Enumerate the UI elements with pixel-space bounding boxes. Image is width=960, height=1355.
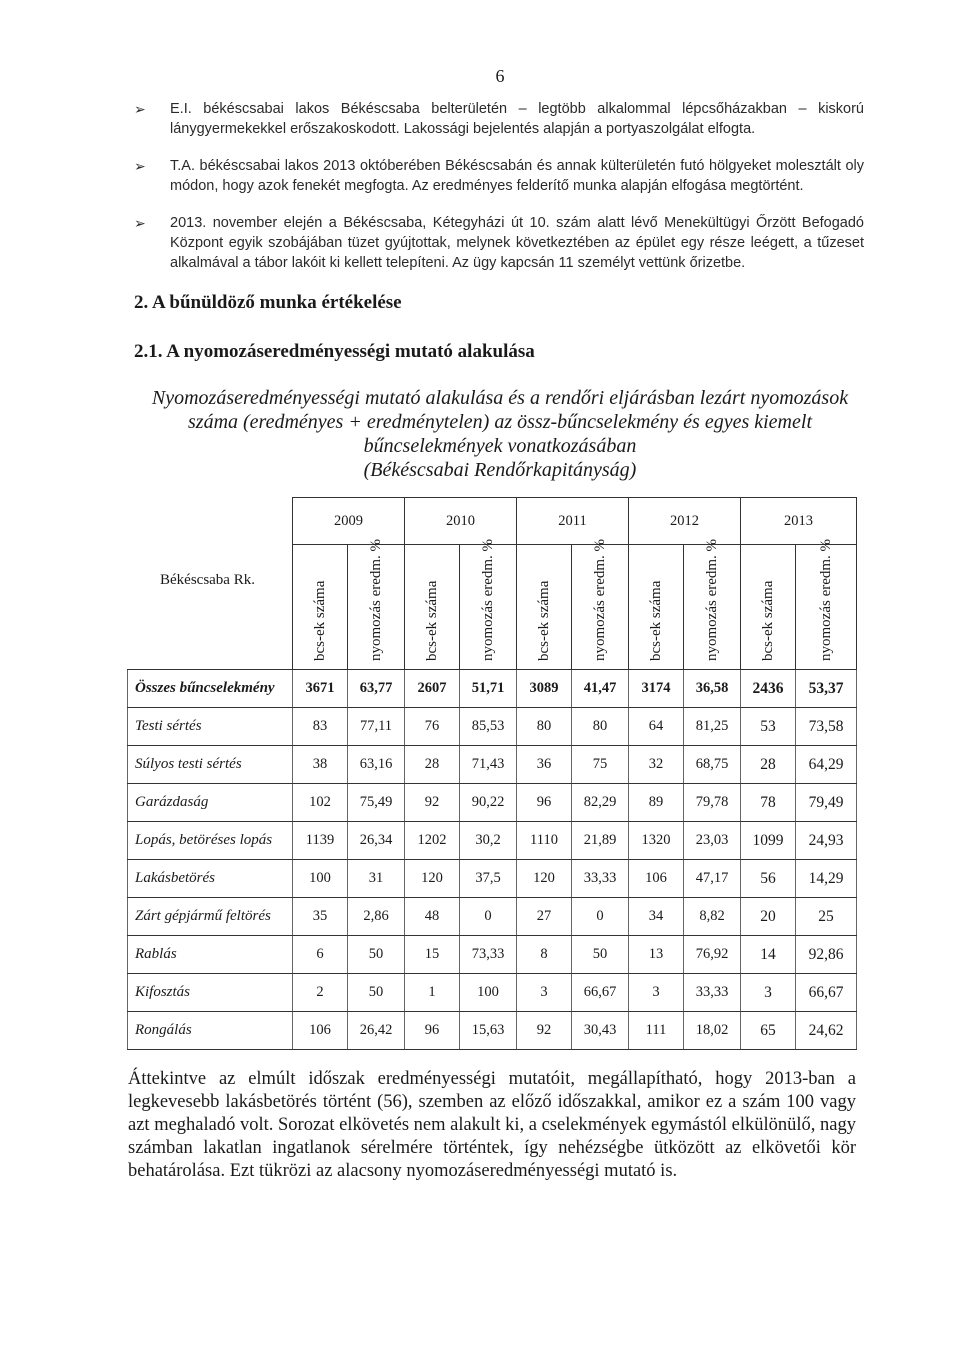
table-cell: 2,86 [348, 898, 405, 936]
table-cell: 24,62 [796, 1012, 857, 1050]
table-cell: 100 [460, 974, 517, 1012]
caption-line: (Békéscsabai Rendőrkapitányság) [363, 459, 637, 481]
table-cell: 82,29 [572, 784, 629, 822]
table-row [128, 860, 857, 898]
table-cell: 24,93 [796, 822, 857, 860]
row-label: Rablás [128, 936, 293, 974]
table-row [128, 670, 857, 708]
year-header: 2010 [405, 498, 517, 545]
year-header: 2011 [517, 498, 629, 545]
table-cell: 106 [293, 1012, 348, 1050]
bullet-item [134, 99, 864, 139]
row-label: Lakásbetörés [128, 860, 293, 898]
table-cell: 106 [629, 860, 684, 898]
subsection-heading: 2.1. A nyomozáseredményességi mutató alakulása [134, 341, 535, 362]
table-cell: 100 [293, 860, 348, 898]
bullet-text: T.A. békéscsabai lakos 2013 októberében Békéscsabán és annak külterületén futó hölgyeket molesztált oly módon, hogy azok fenekét megfogta. Az eredményes felderítő munka alapján elfogása megtörtént. [170, 158, 864, 194]
table-cell: 21,89 [572, 822, 629, 860]
table-cell: 53 [741, 708, 796, 746]
table-cell: 76,92 [684, 936, 741, 974]
table-cell: 66,67 [796, 974, 857, 1012]
table-cell: 63,16 [348, 746, 405, 784]
table-cell: 8 [517, 936, 572, 974]
table-cell: 90,22 [460, 784, 517, 822]
page-number: 6 [495, 66, 505, 86]
table-cell: 36,58 [684, 670, 741, 708]
table-cell: 14 [741, 936, 796, 974]
table-cell: 0 [572, 898, 629, 936]
table-cell: 50 [348, 936, 405, 974]
table-cell: 66,67 [572, 974, 629, 1012]
table-cell: 1099 [741, 822, 796, 860]
table-cell: 92 [405, 784, 460, 822]
table-cell: 14,29 [796, 860, 857, 898]
table-cell: 80 [572, 708, 629, 746]
table-cell: 50 [572, 936, 629, 974]
table-cell: 31 [348, 860, 405, 898]
table-cell: 3 [517, 974, 572, 1012]
table-cell: 1 [405, 974, 460, 1012]
sub-header: bcs-ek száma [405, 545, 460, 670]
table-cell: 27 [517, 898, 572, 936]
table-cell: 18,02 [684, 1012, 741, 1050]
sub-header: nyomozás eredm. % [572, 545, 629, 670]
table-cell: 75,49 [348, 784, 405, 822]
table-cell: 3671 [293, 670, 348, 708]
table-cell: 34 [629, 898, 684, 936]
table-caption [150, 386, 850, 482]
table-cell: 50 [348, 974, 405, 1012]
table-cell: 80 [517, 708, 572, 746]
bullet-item [134, 156, 864, 196]
table-cell: 92,86 [796, 936, 857, 974]
table-cell: 3089 [517, 670, 572, 708]
row-label: Garázdaság [128, 784, 293, 822]
table-row [128, 898, 857, 936]
table-cell: 2607 [405, 670, 460, 708]
year-header: 2009 [293, 498, 405, 545]
table-cell: 65 [741, 1012, 796, 1050]
table-cell: 28 [405, 746, 460, 784]
table-cell: 33,33 [684, 974, 741, 1012]
table-cell: 79,49 [796, 784, 857, 822]
corner-cell [128, 498, 293, 545]
section-heading: 2. A bűnüldöző munka értékelése [134, 292, 402, 313]
table-cell: 111 [629, 1012, 684, 1050]
sub-header-row [128, 545, 857, 670]
row-label: Súlyos testi sértés [128, 746, 293, 784]
summary-paragraph: Áttekintve az elmúlt időszak eredményességi mutatóit, megállapítható, hogy 2013-ban a legkevesebb lakásbetörés történt (56), szemben az előző időszakkal, amikor ez a szám 100 vagy azt meghaladó volt. Sorozat elkövetés nem alakult ki, a cselekmények egymástól elkülönülő, nagy számban lakatlan ingatlanok sérelmére történtek, így nehézségbe ütközött az elkövetői kör behatárolása. Ezt tükrözi az alacsony nyomozáseredményességi mutató is. [128, 1069, 856, 1181]
table-cell: 6 [293, 936, 348, 974]
sub-header: nyomozás eredm. % [348, 545, 405, 670]
table-cell: 78 [741, 784, 796, 822]
table-cell: 120 [517, 860, 572, 898]
table-cell: 2 [293, 974, 348, 1012]
table-cell: 89 [629, 784, 684, 822]
sub-header: bcs-ek száma [741, 545, 796, 670]
table-cell: 38 [293, 746, 348, 784]
caption-line: bűncselekmények vonatkozásában [363, 435, 637, 457]
year-header: 2012 [629, 498, 741, 545]
arrow-bullet-icon: ➢ [134, 215, 146, 231]
row-label: Testi sértés [128, 708, 293, 746]
bullet-text: 2013. november elején a Békéscsaba, Kétegyházi út 10. szám alatt lévő Menekültügyi Őrzött Befogadó Központ egyik szobájában tüzet gyújtottak, melynek következtében az épület egy része leégett, a tűzeset alkalmával a tábor lakóit ki kellett telepíteni. Az ügy kapcsán 11 személyt vettünk őrizetbe. [170, 215, 864, 271]
table-row-header: Békéscsaba Rk. [160, 572, 255, 588]
table-cell: 2436 [741, 670, 796, 708]
row-label: Rongálás [128, 1012, 293, 1050]
row-label: Kifosztás [128, 974, 293, 1012]
table-row [128, 708, 857, 746]
year-header-row [128, 498, 857, 545]
table-row [128, 822, 857, 860]
table-cell: 1110 [517, 822, 572, 860]
table-cell: 13 [629, 936, 684, 974]
table-cell: 63,77 [348, 670, 405, 708]
table-cell: 83 [293, 708, 348, 746]
sub-header: nyomozás eredm. % [796, 545, 857, 670]
table-cell: 75 [572, 746, 629, 784]
table-cell: 3 [741, 974, 796, 1012]
bullet-item [134, 213, 864, 273]
table-cell: 79,78 [684, 784, 741, 822]
table-cell: 51,71 [460, 670, 517, 708]
table-cell: 56 [741, 860, 796, 898]
table-cell: 48 [405, 898, 460, 936]
table-cell: 73,58 [796, 708, 857, 746]
table-cell: 64,29 [796, 746, 857, 784]
row-label: Lopás, betöréses lopás [128, 822, 293, 860]
sub-header: bcs-ek száma [629, 545, 684, 670]
table-cell: 41,47 [572, 670, 629, 708]
table-cell: 26,42 [348, 1012, 405, 1050]
table-cell: 102 [293, 784, 348, 822]
table-row [128, 1012, 857, 1050]
arrow-bullet-icon: ➢ [134, 158, 146, 174]
table-cell: 26,34 [348, 822, 405, 860]
table-row [128, 936, 857, 974]
table-cell: 1202 [405, 822, 460, 860]
table-cell: 96 [405, 1012, 460, 1050]
table-cell: 68,75 [684, 746, 741, 784]
table-cell: 53,37 [796, 670, 857, 708]
table-cell: 76 [405, 708, 460, 746]
table-cell: 15,63 [460, 1012, 517, 1050]
table-cell: 85,53 [460, 708, 517, 746]
table-cell: 37,5 [460, 860, 517, 898]
table-cell: 36 [517, 746, 572, 784]
table-cell: 81,25 [684, 708, 741, 746]
bullet-text: E.I. békéscsabai lakos Békéscsaba belterületén – legtöbb alkalommal lépcsőházakban – kiskorú lánygyermekekkel erőszakoskodott. Lakossági bejelentés alapján a portyaszolgálat elfogta. [170, 101, 864, 137]
table-cell: 25 [796, 898, 857, 936]
table-row [128, 974, 857, 1012]
table-cell: 32 [629, 746, 684, 784]
year-header: 2013 [741, 498, 857, 545]
table-cell: 23,03 [684, 822, 741, 860]
table-cell: 73,33 [460, 936, 517, 974]
table-cell: 1320 [629, 822, 684, 860]
row-label: Zárt gépjármű feltörés [128, 898, 293, 936]
table-cell: 8,82 [684, 898, 741, 936]
table-cell: 92 [517, 1012, 572, 1050]
table-row [128, 746, 857, 784]
sub-header: nyomozás eredm. % [684, 545, 741, 670]
table-cell: 77,11 [348, 708, 405, 746]
table-cell: 33,33 [572, 860, 629, 898]
table-cell: 35 [293, 898, 348, 936]
table-cell: 120 [405, 860, 460, 898]
table-cell: 3 [629, 974, 684, 1012]
sub-header: bcs-ek száma [293, 545, 348, 670]
table-cell: 96 [517, 784, 572, 822]
caption-line: száma (eredményes + eredménytelen) az össz-bűncselekmény és egyes kiemelt [188, 411, 812, 433]
table-cell: 3174 [629, 670, 684, 708]
table-cell: 28 [741, 746, 796, 784]
table-cell: 15 [405, 936, 460, 974]
table-cell: 20 [741, 898, 796, 936]
table-row [128, 784, 857, 822]
table-cell: 0 [460, 898, 517, 936]
table-cell: 30,43 [572, 1012, 629, 1050]
row-label: Összes bűncselekmény [128, 670, 293, 708]
arrow-bullet-icon: ➢ [134, 101, 146, 117]
sub-header: nyomozás eredm. % [460, 545, 517, 670]
table-cell: 1139 [293, 822, 348, 860]
table-cell: 47,17 [684, 860, 741, 898]
table-cell: 64 [629, 708, 684, 746]
corner-cell [128, 545, 293, 670]
sub-header: bcs-ek száma [517, 545, 572, 670]
table-cell: 71,43 [460, 746, 517, 784]
table-cell: 30,2 [460, 822, 517, 860]
caption-line: Nyomozáseredményességi mutató alakulása és a rendőri eljárásban lezárt nyomozások [151, 387, 849, 409]
crime-statistics-table [127, 497, 857, 1050]
